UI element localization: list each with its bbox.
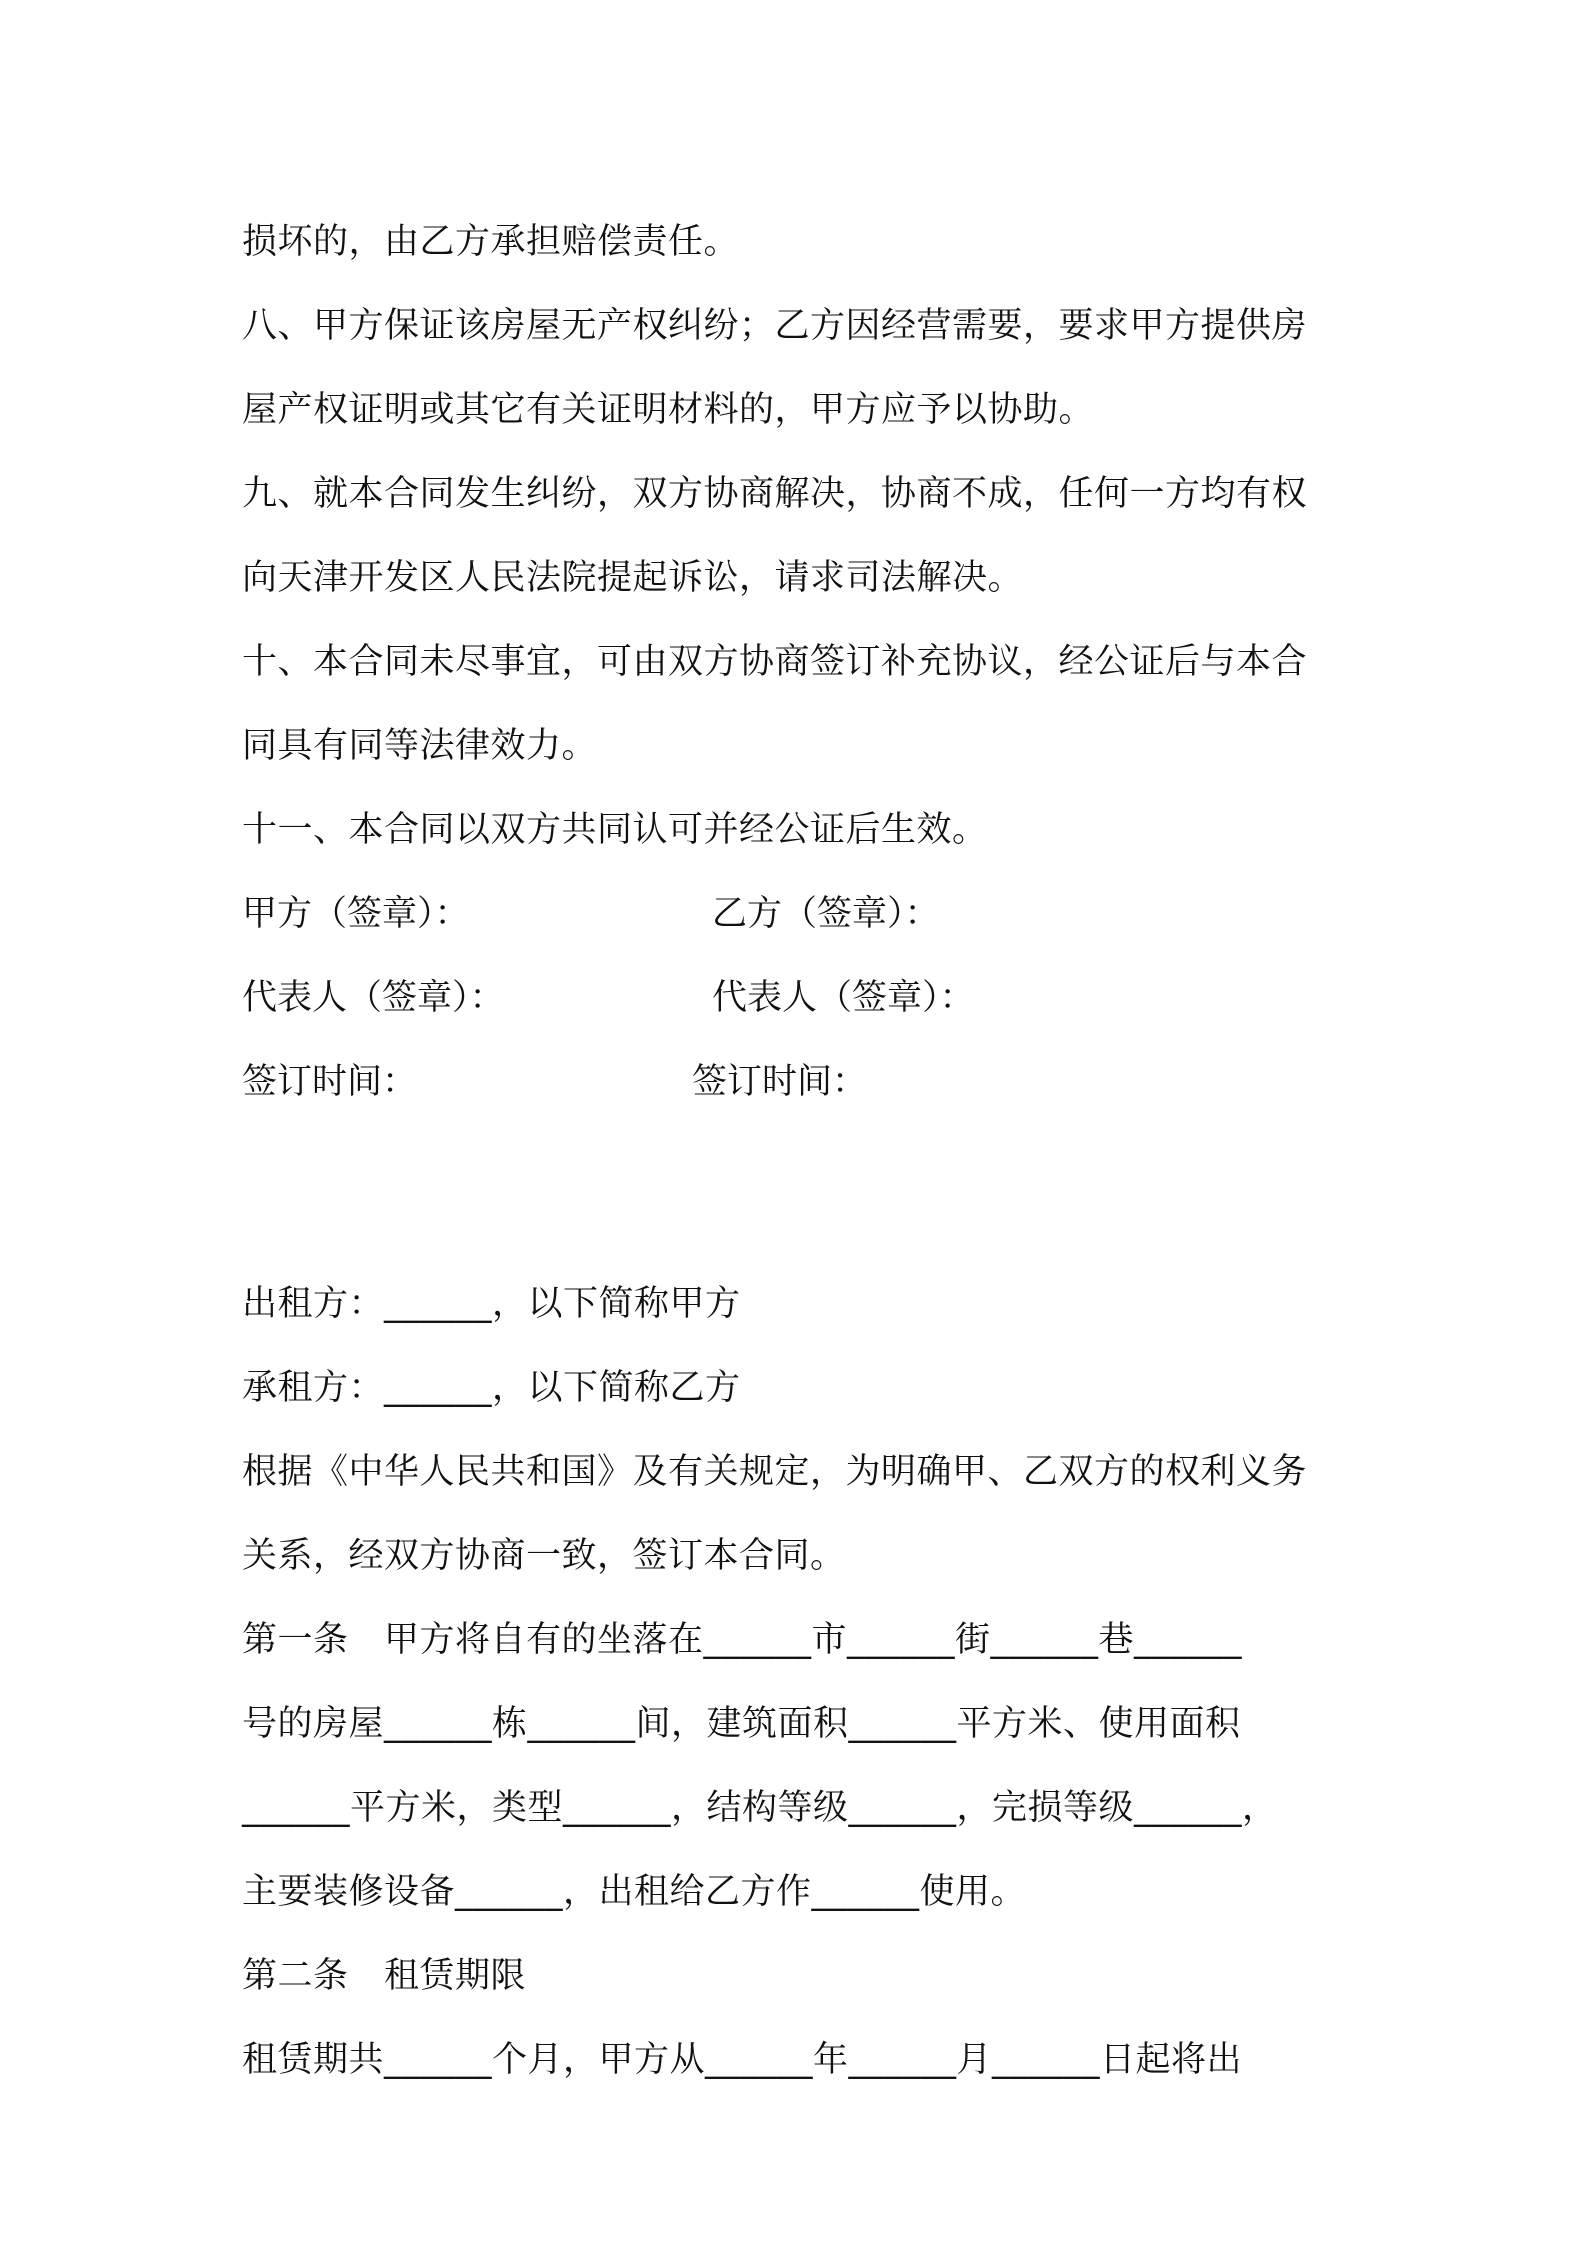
- clause-eleven-line: 十一、本合同以双方共同认可并经公证后生效。: [242, 810, 988, 850]
- article-one-line-2: 号的房屋______栋______间，建筑面积______平方米、使用面积: [242, 1704, 1241, 1744]
- lessee-line: 承租方：______，以下简称乙方: [242, 1368, 741, 1408]
- signature-row-date: [242, 1040, 1362, 1124]
- section-gap: [242, 1124, 1362, 1262]
- paragraph-line: 损坏的，由乙方承担赔偿责任。: [242, 222, 740, 262]
- signature-row-party: [242, 872, 1362, 956]
- clause-ten-line-2: 同具有同等法律效力。: [242, 726, 598, 766]
- lessor-line: 出租方：______，以下简称甲方: [242, 1284, 741, 1324]
- article-two-line-1: 租赁期共______个月，甲方从______年______月______日起将出: [242, 2040, 1243, 2080]
- party-a-representative-label: 代表人（签章）：: [242, 978, 505, 1018]
- party-a-signature-label: 甲方（签章）：: [242, 894, 470, 934]
- party-b-signature-label: 乙方（签章）：: [712, 894, 940, 934]
- preamble-line-2: 关系，经双方协商一致，签订本合同。: [242, 1536, 846, 1576]
- clause-eight-line-1: 八、甲方保证该房屋无产权纠纷；乙方因经营需要，要求甲方提供房: [242, 306, 1308, 346]
- article-one-line-4: 主要装修设备______，出租给乙方作______使用。: [242, 1872, 1027, 1912]
- clause-eight-line-2: 屋产权证明或其它有关证明材料的，甲方应予以协助。: [242, 390, 1095, 430]
- signature-row-representative: [242, 956, 1362, 1040]
- party-a-sign-date-label: 签订时间：: [242, 1062, 418, 1102]
- clause-nine-line-1: 九、就本合同发生纠纷，双方协商解决，协商不成，任何一方均有权: [242, 474, 1308, 514]
- document-body: [242, 200, 1362, 2102]
- clause-ten-line-1: 十、本合同未尽事宜，可由双方协商签订补充协议，经公证后与本合: [242, 642, 1308, 682]
- article-one-line-1: 第一条 甲方将自有的坐落在______市______街______巷______: [242, 1620, 1243, 1660]
- article-two-heading: 第二条 租赁期限: [242, 1956, 527, 1996]
- party-b-representative-label: 代表人（签章）：: [712, 978, 975, 1018]
- preamble-line-1: 根据《中华人民共和国》及有关规定，为明确甲、乙双方的权利义务: [242, 1452, 1308, 1492]
- article-one-line-3: ______平方米，类型______，结构等级______，完损等级______，: [242, 1788, 1278, 1828]
- clause-nine-line-2: 向天津开发区人民法院提起诉讼，请求司法解决。: [242, 558, 1024, 598]
- party-b-sign-date-label: 签订时间：: [692, 1062, 868, 1102]
